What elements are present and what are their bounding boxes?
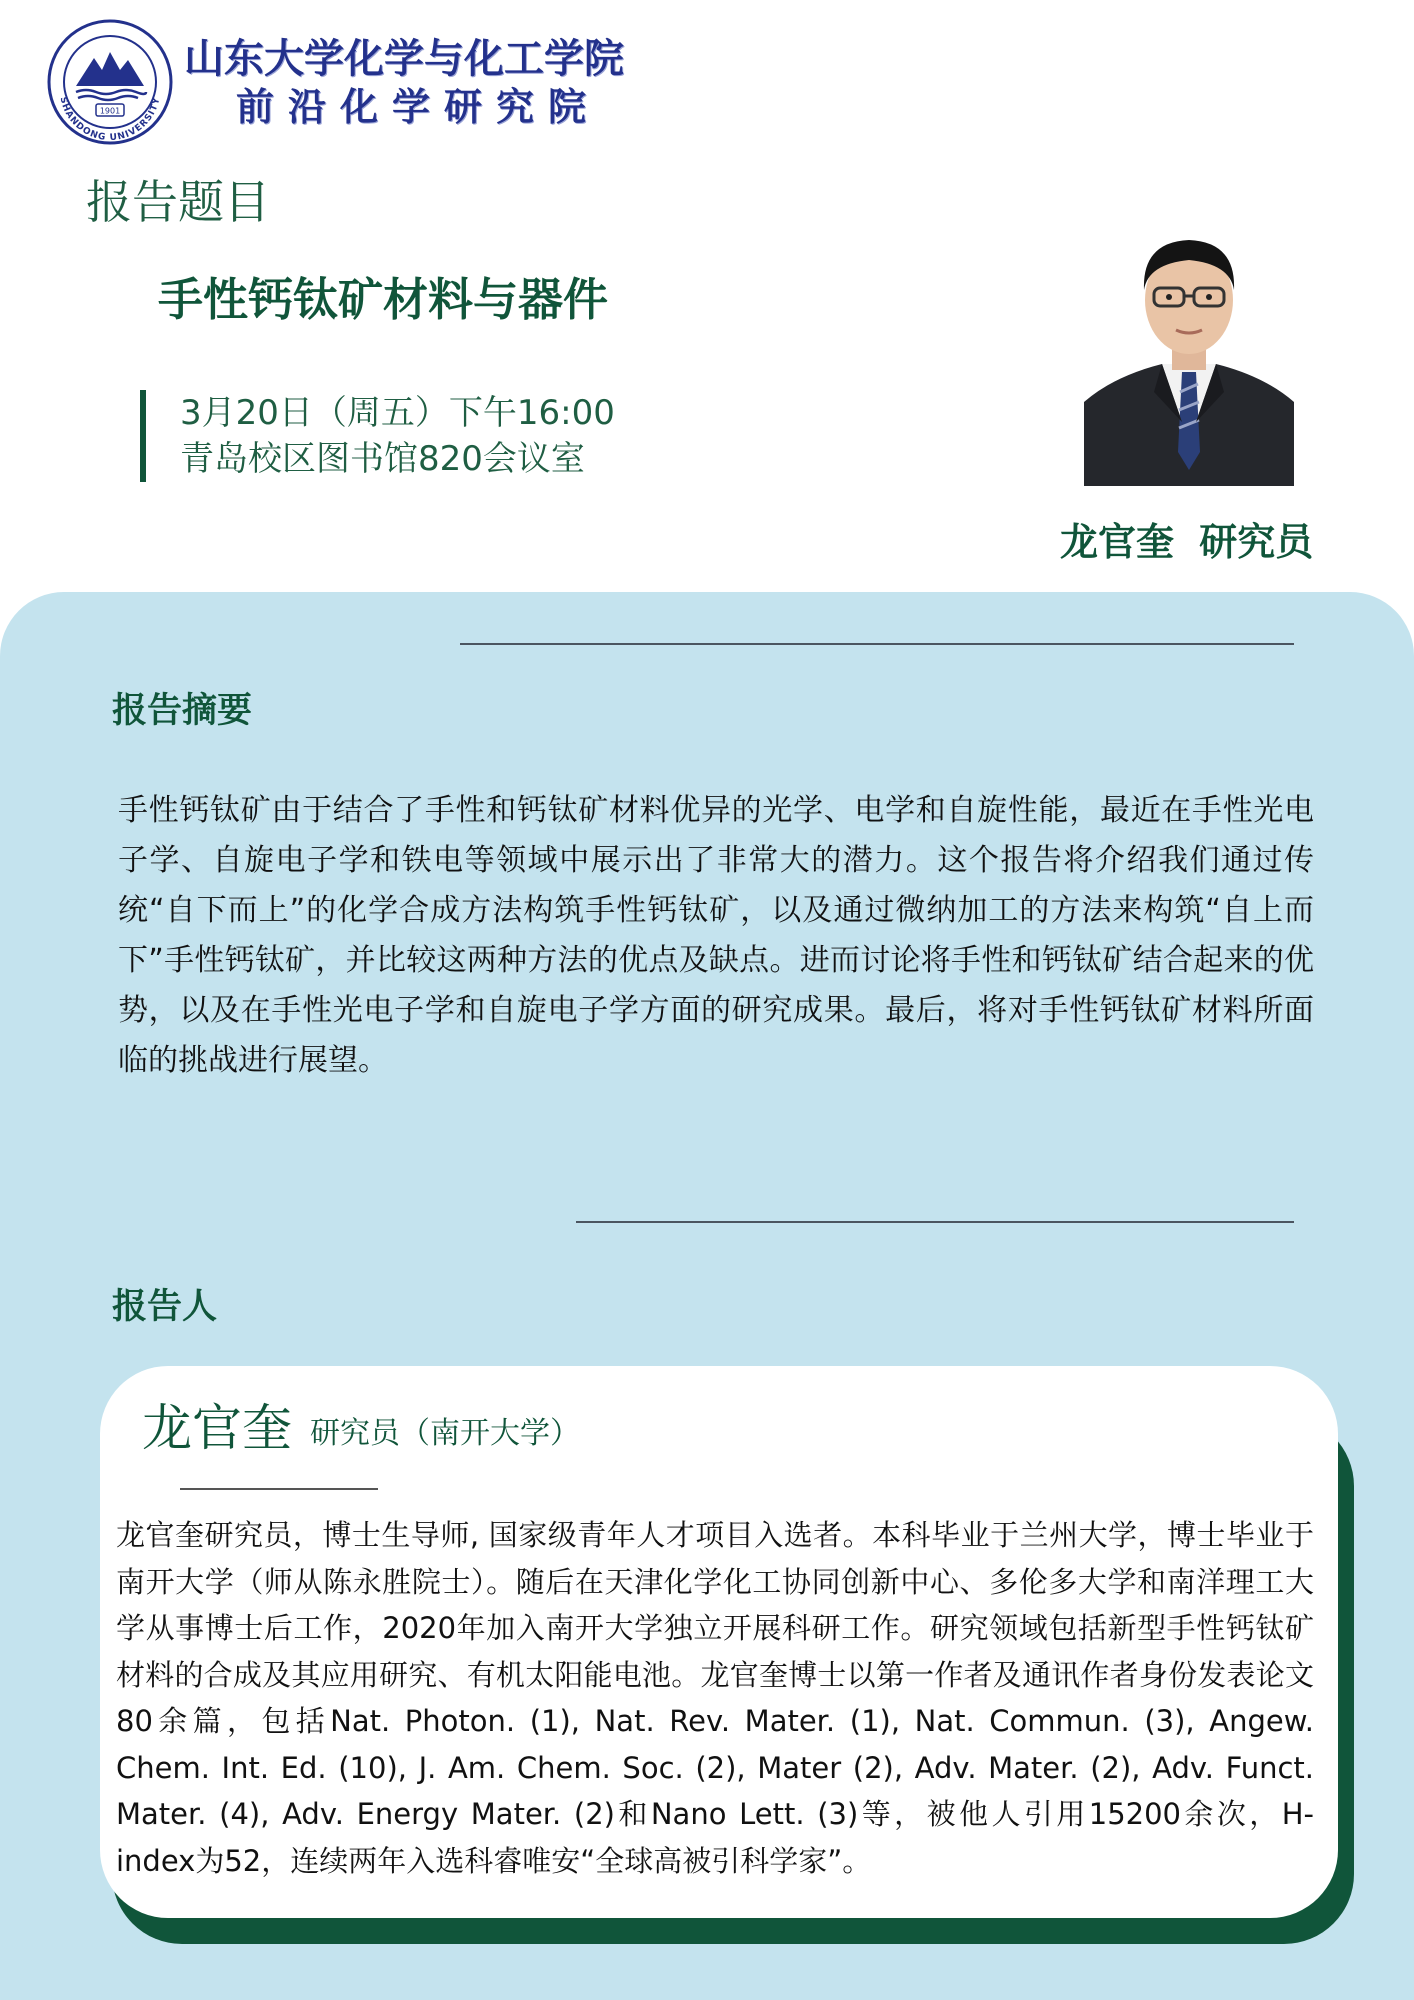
sub-institution-name: 前沿化学研究院 xyxy=(236,85,601,129)
seal-year: 1901 xyxy=(99,106,121,116)
university-seal-icon xyxy=(46,18,174,146)
abstract-heading: 报告摘要 xyxy=(112,691,253,731)
speaker-caption: 龙官奎 研究员 xyxy=(1060,520,1314,564)
report-title: 手性钙钛矿材料与器件 xyxy=(158,273,609,326)
divider-abstract xyxy=(460,643,1294,645)
report-location: 青岛校区图书馆820会议室 xyxy=(180,439,585,479)
speaker-name-rule xyxy=(180,1488,378,1490)
divider-speaker xyxy=(576,1221,1294,1223)
speaker-bio: 龙官奎研究员，博士生导师, 国家级青年人才项目入选者。本科毕业于兰州大学，博士毕业于南开大学（师从陈永胜院士）。随后在天津化学化工协同创新中心、多伦多大学和南洋理工大学从事博士后工作，2020年加入南开大学独立开展科研工作。研究领域包括新型手性钙钛矿材料的合成及其应用研究、有机太阳能电池。龙官奎博士以第一作者及通讯作者身份发表论文80余篇，包括Nat. Photon. (1), Nat. Rev. Mater. (1), Nat. Commun. (3), Angew. Chem. Int. Ed. (10), J. Am. Chem. Soc. (2), Mater (2), Adv. Mater. (2), Adv. Funct. Mater. (4), Adv. Energy Mater. (2)和Nano Lett. (3)等，被他人引用15200余次，H-index为52，连续两年入选科睿唯安“全球高被引科学家”。 xyxy=(116,1518,1314,1878)
speaker-name: 龙官奎 xyxy=(142,1399,292,1457)
seal-text: SHANDONG UNIVERSITY xyxy=(57,96,163,144)
report-topic-label: 报告题目 xyxy=(86,175,270,229)
abstract-text: 手性钙钛矿由于结合了手性和钙钛矿材料优异的光学、电学和自旋性能，最近在手性光电子学、自旋电子学和铁电等领域中展示出了非常大的潜力。这个报告将介绍我们通过传统“自下而上”的化学合成方法构筑手性钙钛矿，以及通过微纳加工的方法来构筑“自上而下”手性钙钛矿，并比较这两种方法的优点及缺点。进而讨论将手性和钙钛矿结合起来的优势，以及在手性光电子学和自旋电子学方面的研究成果。最后，将对手性钙钛矿材料所面临的挑战进行展望。 xyxy=(118,793,1314,1078)
report-time: 3月20日（周五）下午16:00 xyxy=(180,393,615,433)
speaker-heading: 报告人 xyxy=(112,1287,218,1327)
speaker-title: 研究员（南开大学） xyxy=(310,1416,580,1451)
time-location-block xyxy=(140,390,740,482)
speaker-portrait xyxy=(1084,212,1294,486)
institution-name: 山东大学化学与化工学院 xyxy=(184,36,624,82)
